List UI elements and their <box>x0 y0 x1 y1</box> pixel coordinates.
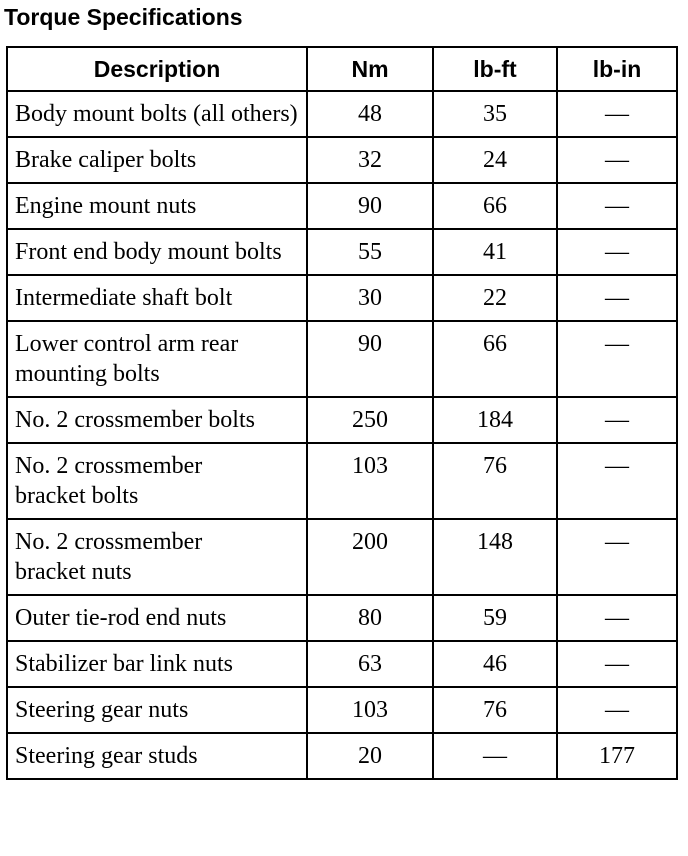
cell-description: Lower control arm rear mounting bolts <box>7 321 307 397</box>
table-row <box>7 229 677 275</box>
table-row <box>7 519 677 595</box>
table-row <box>7 641 677 687</box>
cell-lb-ft: 76 <box>433 687 557 733</box>
table-header-row <box>7 47 677 91</box>
cell-description: Front end body mount bolts <box>7 229 307 275</box>
table-row <box>7 733 677 779</box>
table-row <box>7 275 677 321</box>
cell-lb-ft: 66 <box>433 321 557 397</box>
cell-lb-in: — <box>557 397 677 443</box>
header-nm: Nm <box>307 47 433 91</box>
cell-nm: 55 <box>307 229 433 275</box>
table-row <box>7 91 677 137</box>
cell-nm: 103 <box>307 687 433 733</box>
cell-nm: 30 <box>307 275 433 321</box>
cell-nm: 63 <box>307 641 433 687</box>
cell-lb-ft: 46 <box>433 641 557 687</box>
cell-lb-ft: 66 <box>433 183 557 229</box>
table-row <box>7 595 677 641</box>
cell-description: Steering gear nuts <box>7 687 307 733</box>
cell-lb-ft: — <box>433 733 557 779</box>
page-title: Torque Specifications <box>4 4 243 30</box>
table-row <box>7 321 677 397</box>
table-row <box>7 397 677 443</box>
cell-lb-in: — <box>557 687 677 733</box>
cell-lb-in: — <box>557 519 677 595</box>
cell-lb-ft: 35 <box>433 91 557 137</box>
cell-lb-in: 177 <box>557 733 677 779</box>
cell-description: Engine mount nuts <box>7 183 307 229</box>
cell-lb-in: — <box>557 641 677 687</box>
table-row <box>7 443 677 519</box>
cell-description: Stabilizer bar link nuts <box>7 641 307 687</box>
cell-description: Intermediate shaft bolt <box>7 275 307 321</box>
cell-description: No. 2 crossmember bracket nuts <box>7 519 307 595</box>
header-lb-in: lb-in <box>557 47 677 91</box>
cell-lb-in: — <box>557 275 677 321</box>
cell-lb-ft: 59 <box>433 595 557 641</box>
header-lb-ft: lb-ft <box>433 47 557 91</box>
torque-spec-table <box>6 46 678 780</box>
cell-lb-ft: 76 <box>433 443 557 519</box>
table-row <box>7 183 677 229</box>
cell-description: No. 2 crossmember bracket bolts <box>7 443 307 519</box>
cell-nm: 20 <box>307 733 433 779</box>
cell-description: Steering gear studs <box>7 733 307 779</box>
cell-lb-in: — <box>557 321 677 397</box>
cell-lb-ft: 24 <box>433 137 557 183</box>
cell-nm: 90 <box>307 321 433 397</box>
cell-description: Brake caliper bolts <box>7 137 307 183</box>
cell-nm: 32 <box>307 137 433 183</box>
table-row <box>7 687 677 733</box>
cell-lb-in: — <box>557 595 677 641</box>
cell-description: Body mount bolts (all others) <box>7 91 307 137</box>
cell-lb-ft: 41 <box>433 229 557 275</box>
cell-description: No. 2 crossmember bolts <box>7 397 307 443</box>
cell-nm: 80 <box>307 595 433 641</box>
cell-description: Outer tie-rod end nuts <box>7 595 307 641</box>
cell-nm: 250 <box>307 397 433 443</box>
cell-nm: 48 <box>307 91 433 137</box>
cell-nm: 103 <box>307 443 433 519</box>
cell-lb-in: — <box>557 183 677 229</box>
cell-lb-in: — <box>557 443 677 519</box>
cell-lb-ft: 22 <box>433 275 557 321</box>
cell-lb-in: — <box>557 229 677 275</box>
cell-lb-in: — <box>557 91 677 137</box>
cell-nm: 200 <box>307 519 433 595</box>
cell-lb-in: — <box>557 137 677 183</box>
cell-nm: 90 <box>307 183 433 229</box>
header-description: Description <box>7 47 307 91</box>
table-row <box>7 137 677 183</box>
cell-lb-ft: 184 <box>433 397 557 443</box>
cell-lb-ft: 148 <box>433 519 557 595</box>
